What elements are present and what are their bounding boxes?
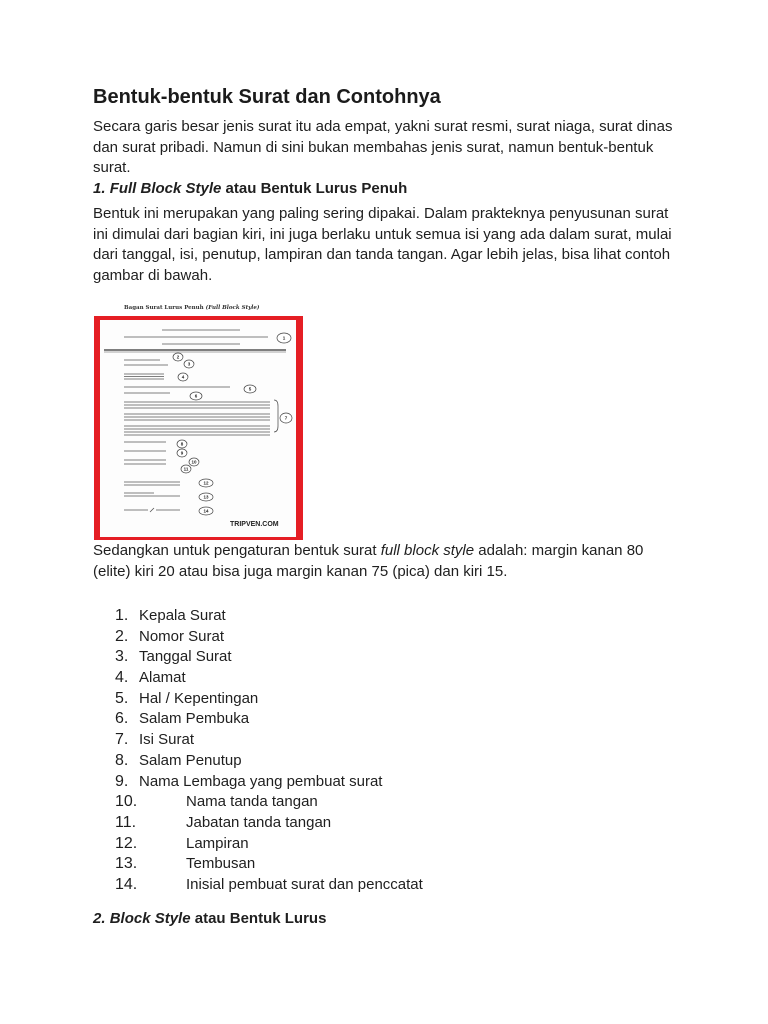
list-item-label: Jabatan tanda tangan xyxy=(186,813,332,831)
diagram-marker xyxy=(244,385,256,393)
list-item-label: Alamat xyxy=(139,669,186,687)
diagram-marker xyxy=(177,449,187,457)
list-item-number: 12. xyxy=(115,834,138,852)
intro-paragraph: Secara garis besar jenis surat itu ada empat, yakni surat resmi, surat niaga, surat dinas dan surat pribadi. Namun di sini bukan membahas jenis surat, namun bentuk-bentuk surat. xyxy=(93,118,673,176)
diagram-marker-label: 1 xyxy=(282,335,286,341)
diagram-marker-label: 7 xyxy=(284,415,288,421)
letter-layout-sketch xyxy=(100,320,296,537)
figure-caption-italic: (Full Block Style) xyxy=(205,305,260,311)
diagram-marker xyxy=(199,507,213,515)
diagram-marker-label: 6 xyxy=(194,393,198,399)
list-item-label: Hal / Kepentingan xyxy=(139,689,259,707)
diagram-marker-label: 9 xyxy=(180,450,184,456)
diagram-marker xyxy=(199,479,213,487)
section1-rest: atau Bentuk Lurus Penuh xyxy=(221,180,408,197)
section1-italic: Full Block Style xyxy=(109,180,222,197)
list-item-label: Nomor Surat xyxy=(139,627,225,645)
section1-number: 1. xyxy=(93,180,106,197)
list-item-number: 5. xyxy=(115,689,129,707)
settings-italic: full block style xyxy=(380,542,475,559)
diagram-marker-label: 4 xyxy=(181,374,185,380)
list-item-label: Salam Penutup xyxy=(139,751,242,769)
list-item-number: 9. xyxy=(115,772,129,790)
list-item-label: Isi Surat xyxy=(139,731,195,749)
section2-italic: Block Style xyxy=(109,910,191,927)
diagram-marker-label: 13 xyxy=(203,494,209,500)
figure-frame xyxy=(94,316,303,540)
list-item-number: 10. xyxy=(115,793,138,811)
list-item-label: Kepala Surat xyxy=(139,607,226,624)
diagram-marker-label: 2 xyxy=(176,354,180,360)
section1-heading xyxy=(93,180,407,197)
list-item-number: 1. xyxy=(115,607,129,624)
section2-number: 2. xyxy=(93,910,106,927)
marker-layer xyxy=(173,333,292,515)
list-item-number: 6. xyxy=(115,710,129,728)
diagram-marker xyxy=(199,493,213,501)
list-item-number: 14. xyxy=(115,875,138,893)
list-item-number: 4. xyxy=(115,669,129,687)
list-item-label: Tembusan xyxy=(186,855,256,873)
diagram-marker xyxy=(173,353,183,361)
diagram-marker xyxy=(280,413,292,423)
list-item-label: Salam Pembuka xyxy=(139,710,250,728)
figure-caption-plain: Bagan Surat Lurus Penuh xyxy=(124,305,204,311)
list-item-label: Inisial pembuat surat dan penccatat xyxy=(186,875,423,893)
diagram-marker-label: 12 xyxy=(203,480,209,486)
settings-after: adalah: margin kanan 80 (elite) kiri 20 atau bisa juga margin kanan 75 (pica) dan kiri 15. xyxy=(93,542,644,580)
section1-body: Bentuk ini merupakan yang paling sering dipakai. Dalam prakteknya penyusunan surat ini dimulai dari bagian kiri, ini juga berlaku untuk semua isi yang ada dalam surat, mulai dari tanggal, isi, penutup, lampiran dan tanda tangan. Agar lebih jelas, bisa lihat contoh gambar di bawah. xyxy=(93,205,672,284)
list-item-label: Lampiran xyxy=(186,834,249,852)
list-item-number: 7. xyxy=(115,731,129,749)
settings-before: Sedangkan untuk pengaturan bentuk surat xyxy=(93,542,381,559)
diagram-marker xyxy=(177,440,187,448)
settings-paragraph xyxy=(93,541,683,582)
list-item-label: Tanggal Surat xyxy=(139,648,232,666)
section2-rest: atau Bentuk Lurus xyxy=(190,910,327,927)
diagram-marker-label: 10 xyxy=(191,459,197,465)
figure-site-watermark: TRIPVEN.COM xyxy=(230,521,279,528)
list-item-number: 11. xyxy=(115,813,137,831)
list-item-number: 2. xyxy=(115,627,129,645)
list-item-number: 13. xyxy=(115,855,138,873)
figure-caption xyxy=(124,305,260,311)
diagram-marker xyxy=(190,392,202,400)
list-item-number: 3. xyxy=(115,648,129,666)
list-item-label: Nama Lembaga yang pembuat surat xyxy=(139,772,383,790)
diagram-marker xyxy=(181,465,191,473)
diagram-marker-label: 3 xyxy=(187,361,191,367)
diagram-marker xyxy=(184,360,194,368)
diagram-marker-label: 5 xyxy=(248,386,252,392)
diagram-marker-label: 14 xyxy=(203,508,209,514)
full-block-style-diagram xyxy=(94,302,303,540)
diagram-marker-label: 8 xyxy=(180,441,184,447)
section2-heading xyxy=(93,910,326,927)
list-item-number: 8. xyxy=(115,751,129,769)
figure-paper xyxy=(100,320,296,537)
list-item-label: Nama tanda tangan xyxy=(186,793,318,811)
diagram-marker xyxy=(277,333,291,343)
page-title: Bentuk-bentuk Surat dan Contohnya xyxy=(93,86,441,108)
diagram-marker-label: 11 xyxy=(183,466,189,472)
diagram-marker xyxy=(189,458,199,466)
diagram-marker xyxy=(178,373,188,381)
